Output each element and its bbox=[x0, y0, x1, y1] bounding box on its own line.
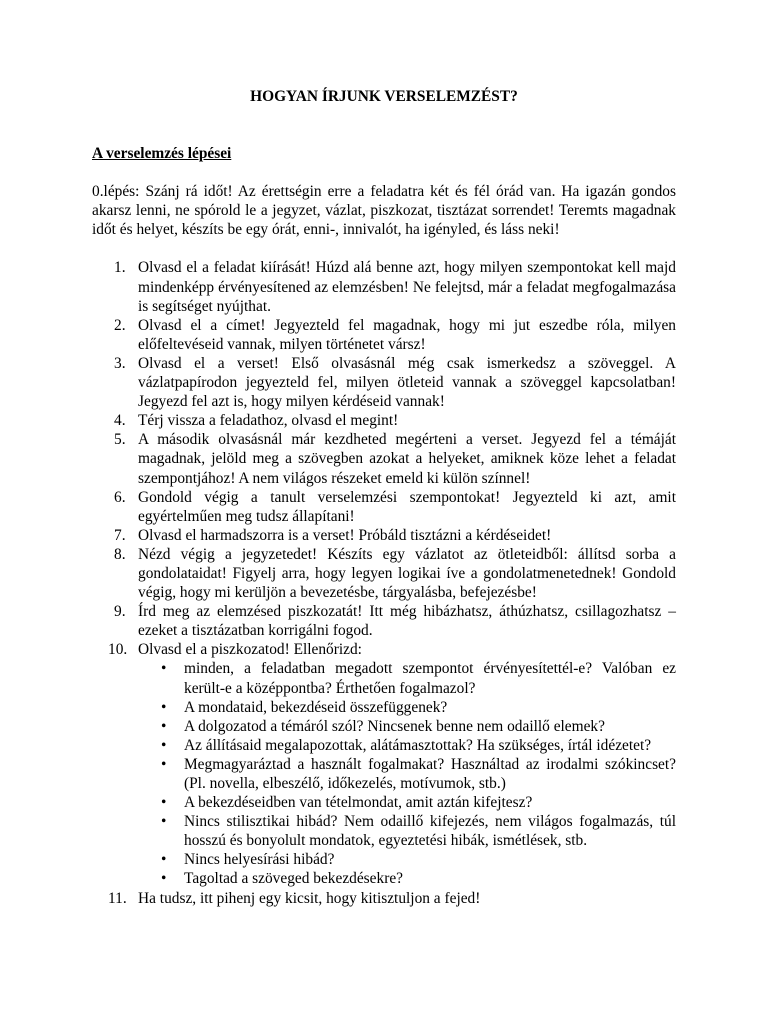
checklist-text: Nincs helyesírási hibád? bbox=[184, 851, 335, 869]
checklist-text: A mondataid, bekezdéseid összefüggenek? bbox=[184, 698, 448, 716]
step-number: 5. bbox=[114, 431, 126, 449]
step-text: Ha tudsz, itt pihenj egy kicsit, hogy kitisztuljon a fejed! bbox=[138, 889, 481, 907]
checklist-item bbox=[138, 850, 676, 869]
step-number: 11. bbox=[108, 889, 127, 907]
list-item bbox=[92, 526, 676, 545]
checklist-text: minden, a feladatban megadott szempontot érvényesítettél-e? Valóban ez került-e a középpontba? Érthetően fogalmazol? bbox=[184, 660, 676, 697]
checklist-text: Tagoltad a szöveged bekezdésekre? bbox=[184, 870, 403, 888]
checklist-text: Nincs stilisztikai hibád? Nem odaillő kifejezés, nem világos fogalmazás, túl hosszú és bonyolult mondatok, egyeztetési hibák, ismétlések, stb. bbox=[184, 813, 676, 850]
bullet-icon: • bbox=[161, 794, 167, 812]
section-title: A verselemzés lépései bbox=[92, 145, 232, 163]
step-text: Nézd végig a jegyzetedet! Készíts egy vázlatot az ötleteidből: állítsd sorba a gondolataidat! Figyelj arra, hogy legyen logikai íve a gondolatmenetednek! Gondold végig, hogy mi kerüljön a bevezetésbe, tárgyalásba, befejezésbe! bbox=[138, 545, 676, 602]
step-number: 7. bbox=[114, 526, 126, 544]
checklist-item bbox=[138, 793, 676, 812]
step-number: 8. bbox=[114, 545, 126, 563]
bullet-icon: • bbox=[161, 813, 167, 831]
step-text: Olvasd el harmadszorra is a verset! Próbáld tisztázni a kérdéseidet! bbox=[138, 526, 552, 544]
checklist bbox=[138, 659, 676, 888]
steps-list bbox=[92, 258, 676, 907]
bullet-icon: • bbox=[161, 851, 167, 869]
checklist-item bbox=[138, 736, 676, 755]
step-number: 3. bbox=[114, 354, 126, 372]
step-text: Olvasd el a verset! Első olvasásnál még csak ismerkedsz a szöveggel. A vázlatpapírodon jegyezteld fel, milyen ötleteid vannak a szöveggel kapcsolatban! Jegyezd fel azt is, hogy milyen kérdéseid vannak! bbox=[138, 354, 676, 411]
list-item bbox=[92, 316, 676, 354]
bullet-icon: • bbox=[161, 660, 167, 678]
document-title: HOGYAN ÍRJUNK VERSELEMZÉST? bbox=[250, 88, 518, 105]
checklist-text: Az állításaid megalapozottak, alátámasztottak? Ha szükséges, írtál idézetet? bbox=[184, 736, 652, 754]
document-page bbox=[92, 87, 676, 908]
bullet-icon: • bbox=[161, 717, 167, 735]
step-text: Olvasd el a feladat kiírását! Húzd alá benne azt, hogy milyen szempontokat kell majd mindenképp érvényesítened az elemzésben! Ne felejtsd, már a feladat megfogalmazása is segítséget nyújthat. bbox=[138, 259, 676, 315]
list-item bbox=[92, 411, 676, 430]
step-number: 2. bbox=[114, 316, 126, 334]
step-text: Írd meg az elemzésed piszkozatát! Itt még hibázhatsz, áthúzhatsz, csillagozhatsz – ezeket a tisztázatban korrigálni fogod. bbox=[138, 603, 676, 640]
step-text: Gondold végig a tanult verselemzési szempontokat! Jegyezteld ki azt, amit egyértelműen meg tudsz állapítani! bbox=[138, 488, 676, 525]
step-number: 9. bbox=[114, 603, 126, 621]
list-item bbox=[92, 430, 676, 487]
list-item bbox=[92, 488, 676, 526]
list-item bbox=[92, 889, 676, 908]
checklist-text: A bekezdéseidben van tételmondat, amit aztán kifejtesz? bbox=[184, 794, 533, 812]
checklist-text: Megmagyaráztad a használt fogalmakat? Használtad az irodalmi szókincset? (Pl. novella, elbeszélő, időkezelés, motívumok, stb.) bbox=[184, 755, 676, 792]
step-number: 10. bbox=[108, 641, 128, 659]
checklist-item bbox=[138, 698, 676, 717]
checklist-item bbox=[138, 812, 676, 850]
step-number: 1. bbox=[114, 259, 126, 277]
checklist-item bbox=[138, 755, 676, 793]
checklist-item bbox=[138, 869, 676, 888]
bullet-icon: • bbox=[161, 755, 167, 773]
checklist-item bbox=[138, 659, 676, 697]
list-item bbox=[92, 640, 676, 888]
bullet-icon: • bbox=[161, 736, 167, 754]
step-number: 6. bbox=[114, 488, 126, 506]
checklist-item bbox=[138, 717, 676, 736]
step-number: 4. bbox=[114, 412, 126, 430]
list-item bbox=[92, 354, 676, 411]
bullet-icon: • bbox=[161, 698, 167, 716]
list-item bbox=[92, 602, 676, 640]
step-text: Olvasd el a piszkozatod! Ellenőrizd: bbox=[138, 641, 362, 659]
step-text: A második olvasásnál már kezdheted megérteni a verset. Jegyezd fel a témáját magadnak, jelöld meg a szövegben azokat a helyeket, amiknek köze lehet a feladat szempontjához! A nem világos részeket emeld ki külön színnel! bbox=[138, 431, 676, 487]
step-zero-paragraph: 0.lépés: Szánj rá időt! Az érettségin erre a feladatra két és fél órád van. Ha igazán gondos akarsz lenni, ne spórold le a jegyzet, vázlat, piszkozat, tisztázat sorrendet! Teremts magadnak időt és helyet, készíts be egy órát, enni-, innivalót, ha igényled, és láss neki! bbox=[92, 183, 676, 239]
bullet-icon: • bbox=[161, 870, 167, 888]
step-text: Térj vissza a feladathoz, olvasd el megint! bbox=[138, 412, 399, 430]
step-text: Olvasd el a címet! Jegyezteld fel magadnak, hogy mi jut eszedbe róla, milyen előfeltevéseid vannak, milyen történetet vársz! bbox=[138, 316, 676, 353]
list-item bbox=[92, 258, 676, 315]
checklist-text: A dolgozatod a témáról szól? Nincsenek benne nem odaillő elemek? bbox=[184, 717, 605, 735]
list-item bbox=[92, 545, 676, 602]
